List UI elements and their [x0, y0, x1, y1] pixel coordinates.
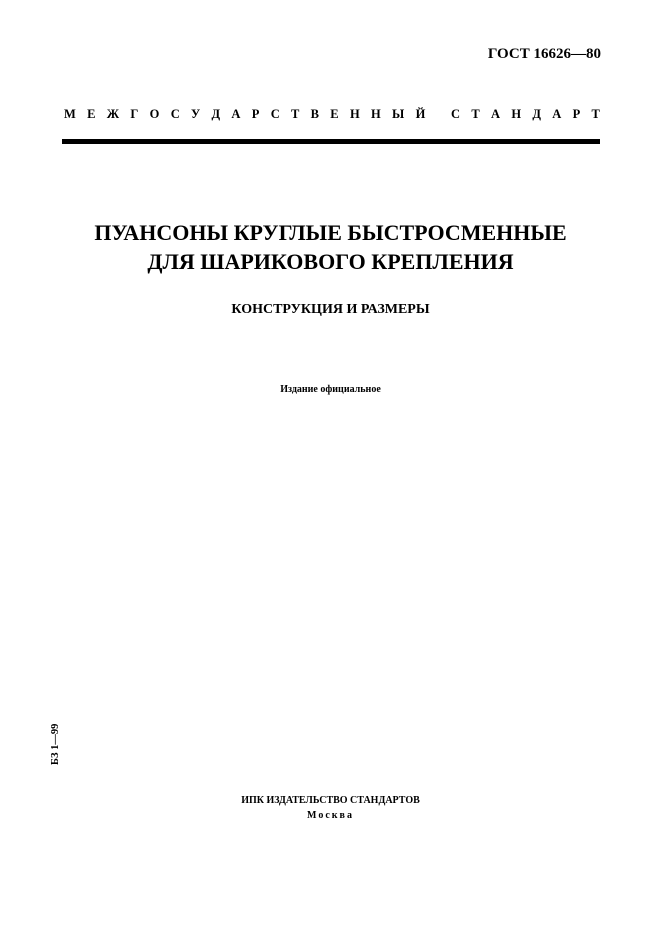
- header-rule: [62, 139, 600, 144]
- standard-type-letter: С: [170, 107, 180, 121]
- publisher-name: ИПК ИЗДАТЕЛЬСТВО СТАНДАРТОВ: [241, 795, 420, 806]
- title-line-1: ПУАНСОНЫ КРУГЛЫЕ БЫСТРОСМЕННЫЕ: [94, 220, 567, 245]
- standard-type-letter: О: [149, 107, 160, 121]
- standard-type-letter: Т: [471, 107, 480, 121]
- standard-type-letter: В: [310, 107, 319, 121]
- standard-type-letter: А: [552, 107, 562, 121]
- document-subtitle: КОНСТРУКЦИЯ И РАЗМЕРЫ: [231, 302, 430, 317]
- standard-type-letter: Ы: [392, 107, 405, 121]
- standard-type-letter: Е: [87, 107, 96, 121]
- side-code: БЗ 1—99: [50, 723, 61, 765]
- standard-type-letter: С: [451, 107, 461, 121]
- standard-type-letter: У: [191, 107, 201, 121]
- publisher-city: Москва: [307, 810, 354, 821]
- standard-type-letter: Т: [291, 107, 300, 121]
- standard-type-letter: С: [270, 107, 280, 121]
- standard-type-letter: Й: [415, 107, 426, 121]
- edition-note: Издание официальное: [280, 384, 381, 395]
- standard-type-letter: Д: [532, 107, 541, 121]
- standard-type-word-gap: [437, 107, 440, 122]
- standard-type-letter: Д: [211, 107, 221, 121]
- standard-type-letter: Е: [330, 107, 339, 121]
- standard-type-letter: М: [64, 107, 76, 121]
- standard-type-letter: Н: [511, 107, 522, 121]
- document-number: ГОСТ 16626—80: [487, 46, 601, 62]
- document-title: [0, 218, 661, 276]
- standard-type-letter: Н: [349, 107, 360, 121]
- standard-type-letter: А: [491, 107, 501, 121]
- title-line-2: ДЛЯ ШАРИКОВОГО КРЕПЛЕНИЯ: [147, 249, 514, 274]
- standard-type-letter: Н: [370, 107, 381, 121]
- standard-type-heading: [64, 107, 600, 122]
- standard-type-letter: Р: [572, 107, 581, 121]
- standard-type-letter: Г: [130, 107, 139, 121]
- standard-type-letter: Р: [251, 107, 260, 121]
- standard-type-letter: А: [231, 107, 241, 121]
- standard-type-letter: Ж: [106, 107, 120, 121]
- standard-type-letter: Т: [591, 107, 600, 121]
